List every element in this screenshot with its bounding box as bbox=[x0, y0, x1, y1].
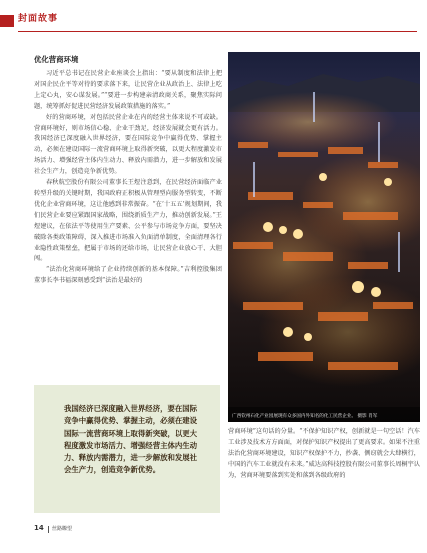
magazine-name: 丝路瞭望 bbox=[52, 526, 73, 532]
article-left-column bbox=[34, 54, 222, 287]
column-title: 封面故事 bbox=[18, 14, 59, 24]
page-number: 14 bbox=[34, 524, 44, 532]
header-accent-bar bbox=[0, 15, 14, 27]
pullquote-text: 我国经济已深度融入世界经济，要在国际竞争中赢得优势、掌握主动，必须在建设国际一流营商环境上取得新突破，以更大程度激发市场活力、增强经营主体内生动力、释放内需潜力，进一步解放和发展社会生产力，创造竞争新优势。 bbox=[64, 404, 198, 475]
night-industrial-scene bbox=[228, 52, 420, 422]
article-continuation: 营商环境”这句话的分量。“不保护知识产权，创新就是一句空话！汽车工业涉及技术方方面面，对保护知识产权提出了更高要求。如果不注重法治化营商环境建设，知识产权保护不力，抄袭、侧窃就会大肆横行，中国的汽车工业就没有未来。”威达高科技控股有限公司董事长周桐宇认为，营商环境要落到实处和落到各级政府的 bbox=[228, 428, 420, 479]
paragraph: 春秋航空股份有限公司董事长王煜注意到，在民营经济面临产业转型升级的关键时期，我国政府正积极从管理型向服务型转变，不断优化企业营商环境，这让他感到非常振奋。“在‘十五五’规划期间，我们民营企业要应紧跟国家战略，围绕新质生产力，推动创新发展。”王煜建议，在依法平等使用生产要素、公平参与市场竞争方面，要坚决破除各类政策障碍，深入推进市场准入负面清单制度，全面清理各行业隐性政策壁垒，把属于市场的还给市场，让民营企业放心干、大胆闯。 bbox=[34, 179, 222, 263]
paragraph: 好的营商环境，对包括民营企业在内的经营主体来说不可或缺。营商环境好，则市场信心稳、企业干劲足，经济发展就会更有活力。我国经济已深度融入世界经济，要在国际竞争中赢得优势、掌握主动，必须在建设国际一流营商环境上取得新突破，以更大程度激发市场活力、增强经营主体内生动力、释放内需潜力，进一步解放和发展社会生产力，创造竞争新优势。 bbox=[34, 113, 222, 176]
photo-caption: 广西钦州石化产业园展现有众多国内外知名的化工民营企业。 摄影 肖军 bbox=[232, 414, 378, 419]
header-rule bbox=[18, 31, 417, 32]
page-header bbox=[0, 0, 427, 40]
industrial-park-photo bbox=[228, 52, 420, 422]
pullquote-box bbox=[34, 385, 220, 513]
page-footer bbox=[34, 524, 420, 536]
paragraph: 习近平总书记在民营企业座谈会上指出：“要从制度和法律上把对国企民企平等对待的要求落下来，让民营企业从政治上、法律上吃上定心丸，安心谋发展。”“要进一步构建亲清政商关系，聚焦实际问题，统筹抓好促进民营经济发展政策措施的落实。” bbox=[34, 70, 222, 110]
paragraph: “法治化营商环境给了企业持续创新的基本保障。”吉利控股集团董事长李书福深刻感受到“法治是最好的 bbox=[34, 266, 222, 285]
footer-divider bbox=[48, 526, 49, 533]
section-title: 优化营商环境 bbox=[34, 55, 79, 64]
